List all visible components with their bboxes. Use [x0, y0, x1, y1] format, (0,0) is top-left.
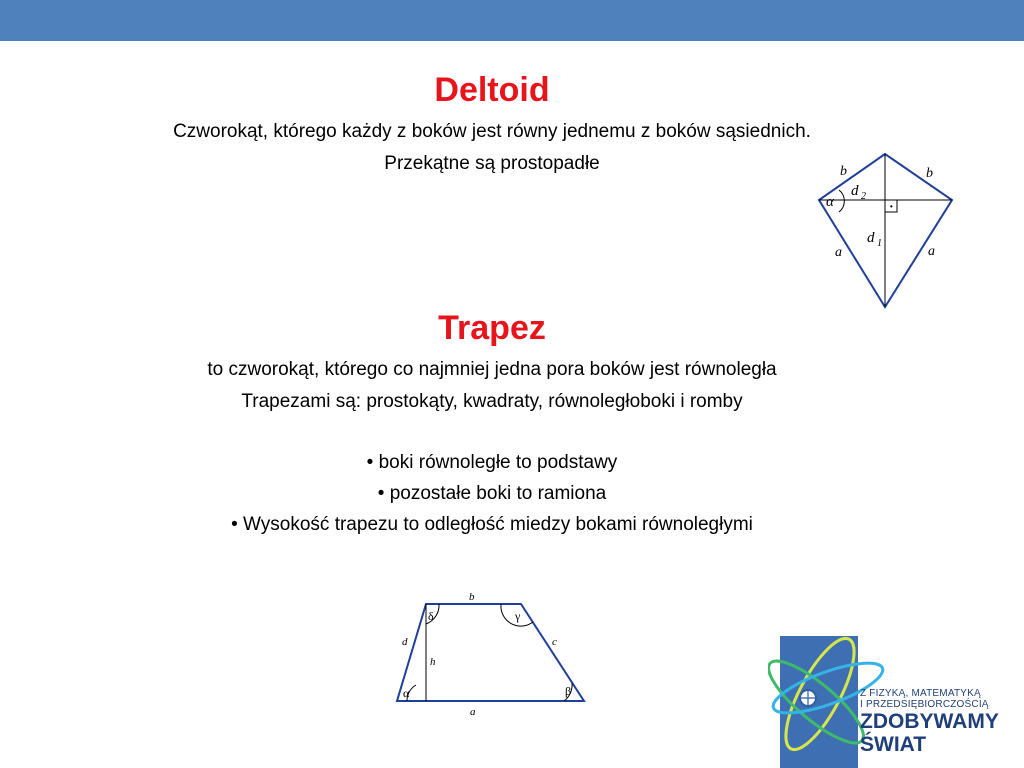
deltoid-property: Przekątne są prostopadłe [384, 153, 600, 174]
trapezoid-label-h: h [430, 656, 436, 668]
kite-angle-arc [839, 190, 844, 212]
kite-label-alpha: α [826, 194, 834, 210]
kite-label-b-left: b [840, 164, 847, 179]
logo-slogan-line2: I PRZEDSIĘBIORCZOŚCIĄ [860, 699, 989, 710]
kite-label-b-right: b [926, 166, 933, 181]
trapezoid-label-c: c [552, 636, 557, 648]
trapezoid-label-delta: δ [428, 609, 434, 623]
trapezoid-label-a: a [470, 706, 476, 718]
trapezoid-label-gamma: γ [515, 609, 521, 623]
kite-label-d1: d [867, 230, 875, 246]
trapez-bullet-1: • boki równoległe to podstawy [366, 452, 618, 473]
trapezoid-label-d: d [402, 636, 408, 648]
trapez-title: Trapez [438, 309, 546, 347]
trapezoid-label-beta: β [565, 684, 572, 698]
trapezoid-shape [397, 604, 584, 701]
logo-title-line1: ZDOBYWAMY [860, 710, 999, 733]
trapez-bullet-3: • Wysokość trapezu to odległość miedzy bokami równoległymi [231, 514, 753, 535]
kite-label-a-right: a [928, 244, 935, 259]
kite-label-d1-sub: 1 [877, 238, 882, 249]
trapez-definition: to czworokąt, którego co najmniej jedna pora boków jest równoległa [207, 359, 777, 380]
logo-text [860, 688, 999, 756]
kite-label-d2-sub: 2 [861, 191, 866, 202]
logo-title-line2: ŚWIAT [860, 733, 927, 756]
trapezoid-label-b: b [469, 591, 475, 603]
header-bar [0, 0, 1024, 41]
deltoid-definition: Czworokąt, którego każdy z boków jest równy jednemu z boków sąsiednich. [173, 121, 811, 142]
trapezoid-diagram [390, 588, 595, 718]
trapez-bullet-2: • pozostałe boki to ramiona [377, 483, 607, 504]
logo-slogan-line1: Z FIZYKĄ, MATEMATYKĄ [860, 688, 981, 699]
kite-label-a-left: a [835, 245, 842, 260]
deltoid-title: Deltoid [434, 71, 550, 109]
trapez-examples: Trapezami są: prostokąty, kwadraty, równoległoboki i romby [241, 391, 743, 412]
kite-label-d2: d [851, 183, 859, 199]
kite-label-right-angle: · [889, 200, 894, 215]
kite-diagram [815, 150, 960, 315]
trapezoid-label-alpha: α [403, 686, 410, 700]
